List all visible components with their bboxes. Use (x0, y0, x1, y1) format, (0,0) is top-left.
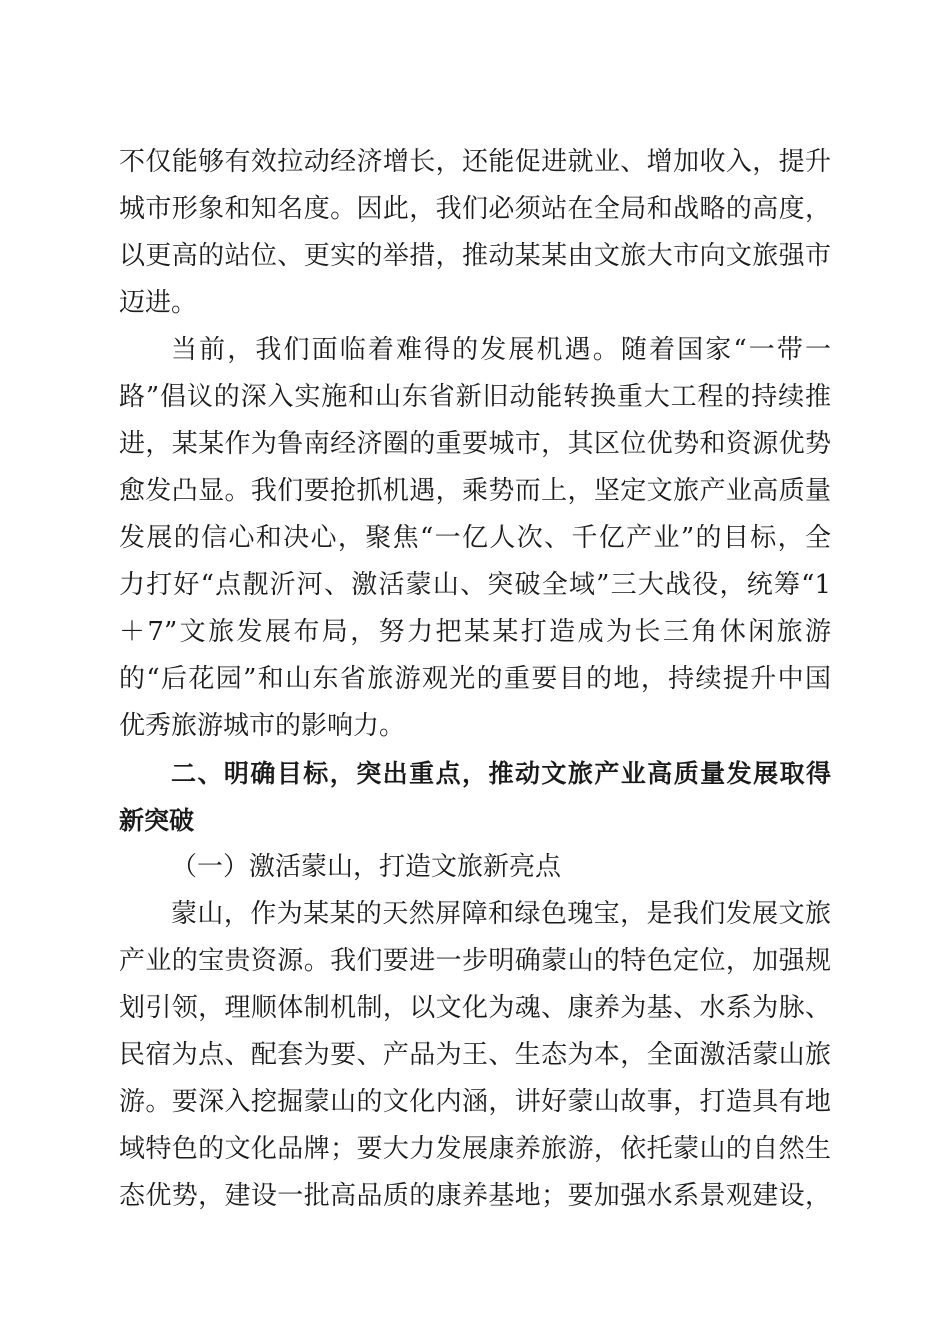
text-line: 路”倡议的深入实施和山东省新旧动能转换重大工程的持续推 (119, 382, 831, 412)
text-line: 游。要深入挖掘蒙山的文化内涵，讲好蒙山故事，打造具有地 (119, 1087, 831, 1117)
text-line: 愈发凸显。我们要抢抓机遇，乘势而上，坚定文旅产业高质量 (119, 476, 831, 506)
text-line: 划引领，理顺体制机制，以文化为魂、康养为基、水系为脉、 (119, 993, 831, 1023)
subsection-heading: （一）激活蒙山，打造文旅新亮点 (171, 852, 562, 882)
text-line: 民宿为点、配套为要、产品为王、生态为本，全面激活蒙山旅 (119, 1040, 831, 1070)
text-line: ＋7”文旅发展布局，努力把某某打造成为长三角休闲旅游 (119, 617, 831, 647)
paragraph-3 (119, 891, 831, 1220)
text-line: 态优势，建设一批高品质的康养基地；要加强水系景观建设， (119, 1181, 831, 1211)
text-line: 城市形象和知名度。因此，我们必须站在全局和战略的高度， (119, 194, 831, 224)
text-line: 的“后花园”和山东省旅游观光的重要目的地，持续提升中国 (119, 664, 831, 694)
text-line: 域特色的文化品牌；要大力发展康养旅游，依托蒙山的自然生 (119, 1134, 831, 1164)
text-line: 当前，我们面临着难得的发展机遇。随着国家“一带一 (171, 335, 831, 365)
text-line: 蒙山，作为某某的天然屏障和绿色瑰宝，是我们发展文旅 (171, 899, 831, 929)
text-line: 进，某某作为鲁南经济圈的重要城市，其区位优势和资源优势 (119, 429, 831, 459)
text-line: 产业的宝贵资源。我们要进一步明确蒙山的特色定位，加强规 (119, 946, 831, 976)
heading-line: 新突破 (119, 806, 195, 835)
text-line: 优秀旅游城市的影响力。 (119, 711, 406, 741)
paragraph-1 (119, 139, 831, 327)
paragraph-2 (119, 327, 831, 750)
document-body (119, 139, 831, 1220)
text-line: 迈进。 (119, 288, 198, 318)
heading-line: 二、明确目标，突出重点，推动文旅产业高质量发展取得 (171, 759, 831, 788)
text-line: 力打好“点靓沂河、激活蒙山、突破全域”三大战役，统筹“1 (119, 570, 831, 600)
text-line: 不仅能够有效拉动经济增长，还能促进就业、增加收入，提升 (119, 147, 831, 177)
text-line: 发展的信心和决心，聚焦“一亿人次、千亿产业”的目标，全 (119, 523, 831, 553)
text-line: 以更高的站位、更实的举措，推动某某由文旅大市向文旅强市 (119, 241, 831, 271)
section-heading (119, 750, 831, 844)
